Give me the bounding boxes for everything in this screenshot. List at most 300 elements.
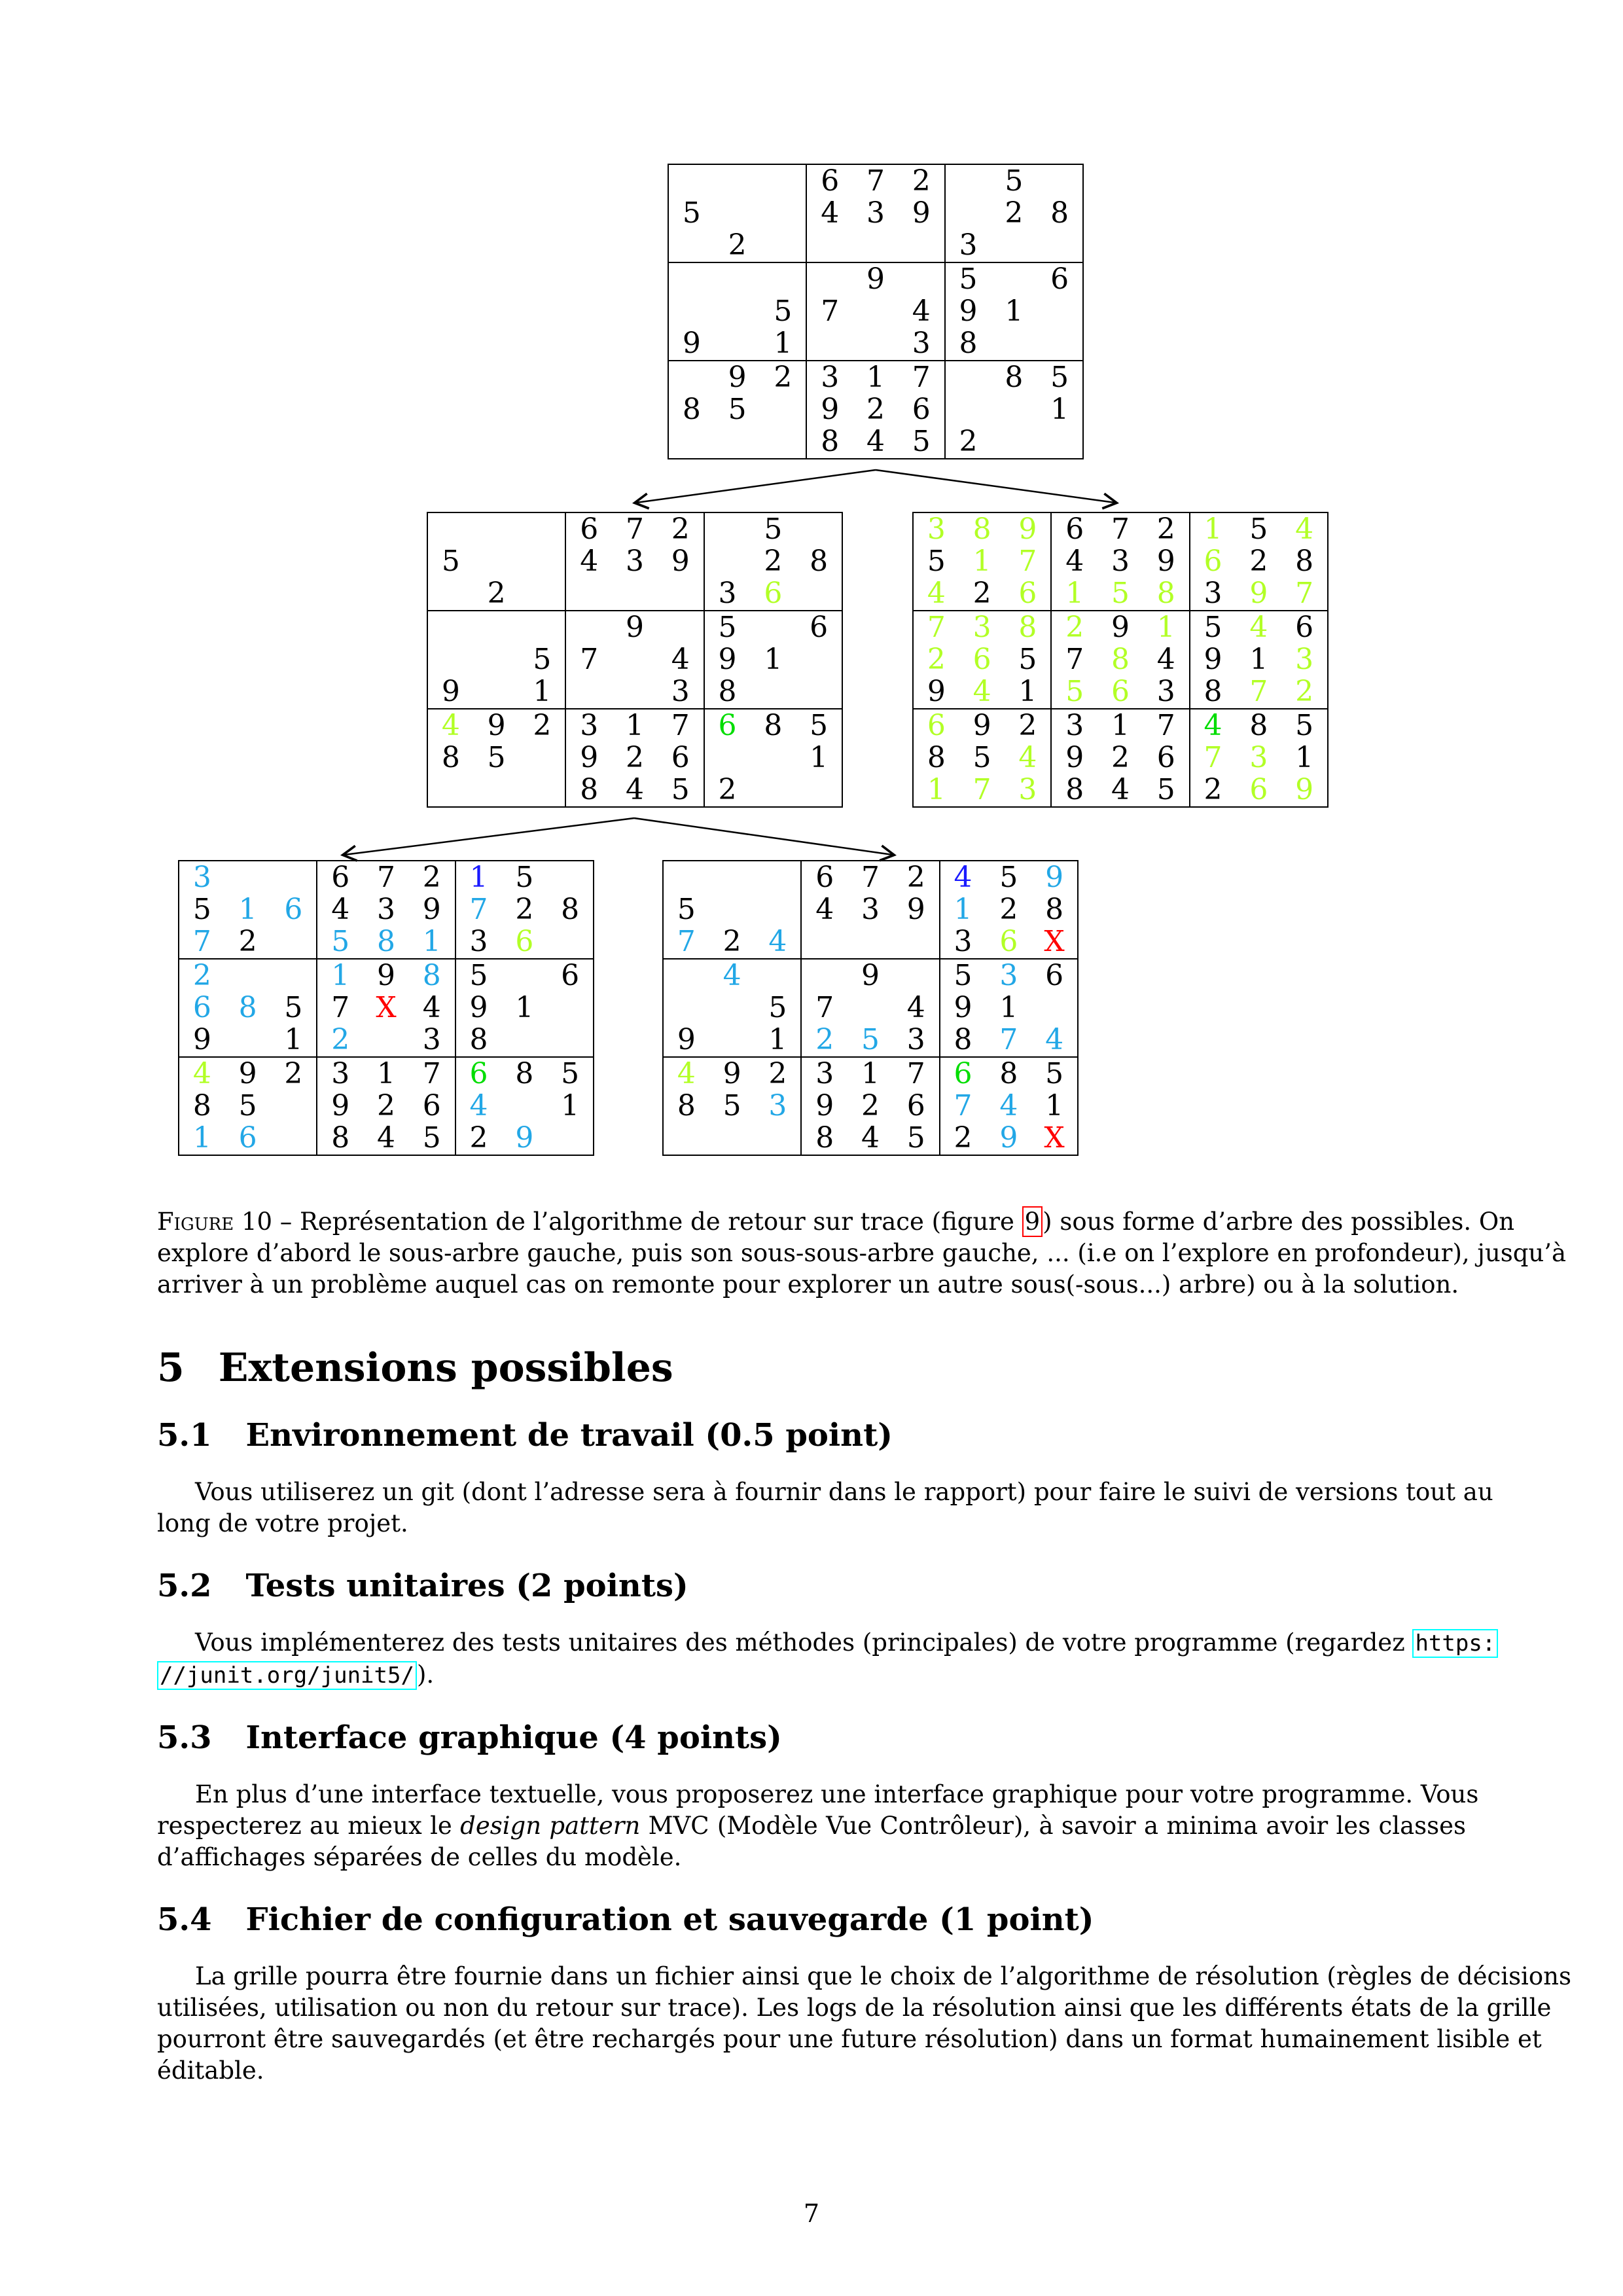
sudoku-cell: 8 <box>561 892 580 926</box>
sudoku-cell: 7 <box>671 708 690 742</box>
sudoku-cell: 2 <box>625 740 644 774</box>
sudoku-cell: 9 <box>1018 512 1037 546</box>
sudoku-cell: 9 <box>238 1056 257 1090</box>
sudoku-cell: 2 <box>422 860 441 894</box>
sudoku-cell: 3 <box>972 610 991 644</box>
sudoku-cell: 6 <box>815 860 834 894</box>
sudoku-cell: 4 <box>954 860 972 894</box>
sudoku-cell: 8 <box>927 740 946 774</box>
sudoku-box <box>940 861 1078 959</box>
sudoku-box <box>945 361 1083 459</box>
sudoku-cell <box>363 1024 409 1056</box>
sudoku-cell: 8 <box>192 1088 211 1122</box>
sudoku-cell <box>705 742 751 774</box>
sudoku-cell: 2 <box>912 164 931 198</box>
sudoku-cell: 5 <box>861 1023 880 1057</box>
sudoku-cell <box>669 426 715 458</box>
sudoku-cell: 6 <box>192 990 211 1024</box>
sudoku-cell <box>474 513 520 545</box>
sudoku-cell: 7 <box>1111 512 1130 546</box>
subsection-number: 5.2 <box>157 1568 212 1604</box>
sudoku-cell <box>225 1024 271 1056</box>
sudoku-cell: 3 <box>1018 773 1037 807</box>
sudoku-cell: 9 <box>625 610 644 644</box>
sudoku-cell: 5 <box>677 892 696 926</box>
sudoku-cell <box>709 861 755 893</box>
sudoku-cell <box>709 992 755 1024</box>
sudoku-cell: 2 <box>764 544 783 578</box>
sudoku-cell: 8 <box>1295 544 1314 578</box>
page-number: 7 <box>803 2199 820 2228</box>
sudoku-cell: 4 <box>1045 1023 1064 1057</box>
paragraph-5-4 <box>157 1961 1571 2087</box>
sudoku-cell: 5 <box>671 773 690 807</box>
sudoku-cell <box>271 960 317 992</box>
paragraph-5-1 <box>157 1477 1493 1539</box>
sudoku-cell: 4 <box>1018 740 1037 774</box>
sudoku-grid-grandchild-right <box>662 860 1079 1156</box>
sudoku-cell: 5 <box>487 740 506 774</box>
junit-url-link[interactable]: //junit.org/junit5/ <box>157 1661 417 1690</box>
sudoku-cell: 1 <box>927 773 946 807</box>
sudoku-cell: 6 <box>1018 577 1037 611</box>
sudoku-cell <box>755 960 801 992</box>
sudoku-cell <box>755 893 801 925</box>
sudoku-box <box>179 1057 317 1155</box>
sudoku-cell: 3 <box>815 1056 834 1090</box>
sudoku-cell: 8 <box>422 958 441 992</box>
sudoku-cell: 8 <box>1065 773 1084 807</box>
sudoku-cell: 2 <box>954 1121 972 1155</box>
sudoku-cell <box>802 926 847 958</box>
sudoku-cell: 6 <box>821 164 840 198</box>
sudoku-box <box>179 959 317 1057</box>
sudoku-cell: 7 <box>1018 544 1037 578</box>
sudoku-cell: 9 <box>972 708 991 742</box>
sudoku-cell <box>664 960 709 992</box>
text-segment: design pattern <box>460 1812 641 1840</box>
sudoku-box <box>317 959 455 1057</box>
sudoku-cell: 2 <box>1295 675 1314 709</box>
sudoku-cell: 5 <box>728 392 747 426</box>
paragraph-5-3 <box>157 1779 1479 1873</box>
sudoku-cell: 1 <box>238 892 257 926</box>
sudoku-cell <box>547 861 593 893</box>
sudoku-cell: 4 <box>1249 610 1268 644</box>
section-number: 5 <box>157 1345 185 1391</box>
sudoku-cell: 5 <box>774 294 793 328</box>
sudoku-cell: 9 <box>718 642 737 676</box>
sudoku-cell: 8 <box>1111 642 1130 676</box>
sudoku-cell: 6 <box>954 1056 972 1090</box>
sudoku-cell: 5 <box>192 892 211 926</box>
sudoku-cell: 1 <box>422 925 441 959</box>
sudoku-cell: 2 <box>866 392 885 426</box>
sudoku-cell: 2 <box>469 1121 488 1155</box>
sudoku-cell: 1 <box>1204 512 1222 546</box>
sudoku-cell: 2 <box>927 642 946 676</box>
sudoku-cell <box>705 513 751 545</box>
sudoku-cell: 5 <box>999 860 1018 894</box>
sudoku-cell: 7 <box>625 512 644 546</box>
sudoku-cell: 6 <box>810 610 829 644</box>
sudoku-cell: 6 <box>912 392 931 426</box>
sudoku-cell <box>807 230 853 262</box>
sudoku-cell: 9 <box>1045 860 1064 894</box>
subsection-number: 5.4 <box>157 1901 212 1938</box>
sudoku-cell: 1 <box>768 1023 787 1057</box>
sudoku-box <box>1051 611 1189 709</box>
section-5-heading <box>157 1347 1466 1389</box>
sudoku-cell: 8 <box>441 740 460 774</box>
sudoku-cell: 1 <box>954 892 972 926</box>
sudoku-box <box>806 262 944 361</box>
sudoku-cell: 5 <box>768 990 787 1024</box>
sudoku-cell <box>807 328 853 360</box>
sudoku-cell <box>428 611 474 643</box>
sudoku-cell: 6 <box>1111 675 1130 709</box>
sudoku-cell: 6 <box>515 925 534 959</box>
sudoku-cell <box>428 774 474 806</box>
sudoku-cell <box>520 578 565 610</box>
sudoku-cell <box>1037 328 1082 360</box>
sudoku-cell: 8 <box>515 1056 534 1090</box>
sudoku-cell: 6 <box>561 958 580 992</box>
sudoku-box <box>913 611 1051 709</box>
sudoku-cell: 2 <box>331 1023 350 1057</box>
sudoku-cell: 5 <box>906 1121 925 1155</box>
sudoku-cell <box>664 1122 709 1155</box>
sudoku-cell: 3 <box>861 892 880 926</box>
sudoku-cell: 3 <box>959 228 978 262</box>
sudoku-cell <box>802 960 847 992</box>
text-line <box>157 2055 1466 2087</box>
sudoku-cell <box>225 960 271 992</box>
figure-9-link[interactable]: 9 <box>1022 1206 1043 1237</box>
arrow-root-to-right-child <box>876 470 1115 503</box>
sudoku-cell: 1 <box>972 544 991 578</box>
sudoku-cell: 6 <box>469 1056 488 1090</box>
sudoku-cell: 1 <box>866 360 885 394</box>
sudoku-cell <box>271 861 317 893</box>
text-segment: pourront être sauvegardés (et être rechargés pour une future résolution) dans un format humainement lisible et <box>157 2025 1542 2053</box>
sudoku-cell: 4 <box>722 958 741 992</box>
sudoku-cell <box>428 643 474 675</box>
sudoku-cell: 8 <box>682 392 701 426</box>
sudoku-cell: 9 <box>1156 544 1175 578</box>
sudoku-cell: 4 <box>441 708 460 742</box>
sudoku-cell: 3 <box>718 577 737 611</box>
sudoku-cell: 6 <box>671 740 690 774</box>
sudoku-cell: 1 <box>533 675 552 709</box>
section-title: Extensions possibles <box>218 1345 673 1391</box>
sudoku-cell: 9 <box>912 196 931 230</box>
subsection-5-4-heading <box>157 1902 1466 1937</box>
sudoku-cell: 4 <box>821 196 840 230</box>
sudoku-cell: 3 <box>1249 740 1268 774</box>
sudoku-cell <box>658 578 704 610</box>
sudoku-cell: 5 <box>959 262 978 296</box>
sudoku-cell: 6 <box>1249 773 1268 807</box>
sudoku-cell: 8 <box>1204 675 1222 709</box>
sudoku-box <box>179 861 317 959</box>
sudoku-cell <box>750 742 796 774</box>
sudoku-cell: 6 <box>284 892 303 926</box>
sudoku-cell <box>612 643 658 675</box>
sudoku-cell: 3 <box>671 675 690 709</box>
sudoku-cell: 5 <box>331 925 350 959</box>
sudoku-cell <box>899 263 944 295</box>
sudoku-cell: 9 <box>422 892 441 926</box>
sudoku-cell: 5 <box>1111 577 1130 611</box>
text-line <box>157 1659 1466 1691</box>
sudoku-cell: 3 <box>912 327 931 361</box>
sudoku-cell: 5 <box>1204 610 1222 644</box>
sudoku-grid-left-child <box>427 512 843 808</box>
sudoku-cell: 2 <box>376 1088 395 1122</box>
sudoku-cell: 3 <box>954 925 972 959</box>
sudoku-cell <box>709 1024 755 1056</box>
sudoku-cell: 7 <box>927 610 946 644</box>
sudoku-cell: 5 <box>469 958 488 992</box>
sudoku-grid-root <box>668 164 1084 459</box>
sudoku-cell: 6 <box>906 1088 925 1122</box>
subsection-number: 5.1 <box>157 1417 212 1454</box>
sudoku-cell: 3 <box>906 1023 925 1057</box>
sudoku-cell: 8 <box>954 1023 972 1057</box>
sudoku-cell <box>946 361 991 393</box>
sudoku-cell <box>760 393 806 425</box>
sudoku-cell: 3 <box>768 1088 787 1122</box>
sudoku-cell: 9 <box>580 740 599 774</box>
subsection-number: 5.3 <box>157 1719 212 1756</box>
sudoku-cell: 4 <box>580 544 599 578</box>
sudoku-cell: 9 <box>441 675 460 709</box>
sudoku-box <box>704 611 842 709</box>
text-line <box>157 1206 1515 1238</box>
sudoku-cell: 6 <box>1065 512 1084 546</box>
text-segment: explore d’abord le sous-arbre gauche, puis son sous-sous-arbre gauche, ... (i.e on l’explore en profondeur), jusqu’à <box>157 1239 1567 1267</box>
sudoku-cell: 3 <box>1295 642 1314 676</box>
sudoku-cell <box>796 774 842 806</box>
sudoku-cell: 1 <box>764 642 783 676</box>
sudoku-cell <box>760 263 806 295</box>
sudoku-cell: 8 <box>810 544 829 578</box>
sudoku-box <box>913 512 1051 611</box>
sudoku-cell: 2 <box>768 1056 787 1090</box>
sudoku-cell: 9 <box>927 675 946 709</box>
sudoku-cell: 4 <box>927 577 946 611</box>
text-line <box>157 1477 1493 1508</box>
sudoku-cell: 5 <box>954 958 972 992</box>
text-line <box>157 1627 1496 1659</box>
sudoku-cell <box>755 1122 801 1155</box>
sudoku-cell: 7 <box>821 294 840 328</box>
sudoku-cell: 9 <box>999 1121 1018 1155</box>
text-segment: Figure <box>157 1208 234 1236</box>
sudoku-cell: 6 <box>1295 610 1314 644</box>
sudoku-box <box>913 709 1051 807</box>
sudoku-cell: 2 <box>1249 544 1268 578</box>
sudoku-cell: 9 <box>376 958 395 992</box>
sudoku-cell: 6 <box>764 577 783 611</box>
text-line <box>157 1961 1571 1992</box>
text-column <box>157 1206 1571 2087</box>
sudoku-cell <box>946 197 991 229</box>
sudoku-cell: 2 <box>1065 610 1084 644</box>
text-segment: La grille pourra être fournie dans un fichier ainsi que le choix de l’algorithme de résolution (règles de décisions <box>195 1962 1571 1990</box>
sudoku-cell: 4 <box>422 990 441 1024</box>
sudoku-cell <box>946 165 991 197</box>
sudoku-cell: 7 <box>1295 577 1314 611</box>
sudoku-cell <box>1037 426 1082 458</box>
sudoku-cell: 8 <box>1156 577 1175 611</box>
sudoku-cell <box>760 197 806 229</box>
sudoku-cell: 1 <box>1005 294 1024 328</box>
text-line <box>157 1238 1567 1269</box>
sudoku-cell: 9 <box>1065 740 1084 774</box>
sudoku-box <box>427 611 565 709</box>
sudoku-cell: 9 <box>1249 577 1268 611</box>
sudoku-cell: 6 <box>1050 262 1069 296</box>
sudoku-box <box>806 361 944 459</box>
sudoku-cell: 1 <box>1050 392 1069 426</box>
sudoku-box <box>1051 512 1189 611</box>
sudoku-cell: 8 <box>677 1088 696 1122</box>
sudoku-cell: 3 <box>1204 577 1222 611</box>
sudoku-cell: 1 <box>192 1121 211 1155</box>
sudoku-cell: 7 <box>580 642 599 676</box>
sudoku-cell: 4 <box>1065 544 1084 578</box>
sudoku-cell: 4 <box>912 294 931 328</box>
sudoku-cell: 9 <box>1295 773 1314 807</box>
sudoku-cell: 1 <box>469 860 488 894</box>
sudoku-cell <box>669 165 715 197</box>
sudoku-cell <box>664 861 709 893</box>
subsection-5-3-heading <box>157 1720 1466 1755</box>
sudoku-box <box>945 262 1083 361</box>
sudoku-cell: 5 <box>764 512 783 546</box>
sudoku-cell <box>1037 295 1082 327</box>
sudoku-cell: 2 <box>861 1088 880 1122</box>
sudoku-cell: 1 <box>1295 740 1314 774</box>
sudoku-cell: 4 <box>376 1121 395 1155</box>
sudoku-cell: 8 <box>238 990 257 1024</box>
sudoku-cell: 8 <box>815 1121 834 1155</box>
sudoku-cell: 2 <box>238 925 257 959</box>
paragraph-5-2 <box>157 1627 1496 1691</box>
sudoku-cell: 2 <box>728 228 747 262</box>
sudoku-cell <box>755 861 801 893</box>
sudoku-cell: 2 <box>533 708 552 742</box>
sudoku-cell: 8 <box>376 925 395 959</box>
sudoku-cell: 5 <box>927 544 946 578</box>
sudoku-cell: 5 <box>912 425 931 459</box>
sudoku-cell <box>612 578 658 610</box>
sudoku-cell: 6 <box>1156 740 1175 774</box>
sudoku-cell: 8 <box>580 773 599 807</box>
sudoku-cell: 2 <box>487 577 506 611</box>
sudoku-cell <box>547 926 593 958</box>
sudoku-cell <box>847 926 893 958</box>
sudoku-cell: 7 <box>999 1023 1018 1057</box>
arrow-left-child-to-grandchild-left <box>344 818 634 855</box>
sudoku-cell: 1 <box>1018 675 1037 709</box>
sudoku-cell <box>612 676 658 708</box>
sudoku-cell: 5 <box>284 990 303 1024</box>
sudoku-cell <box>501 960 547 992</box>
sudoku-box <box>565 512 704 611</box>
text-line <box>157 1269 1466 1300</box>
sudoku-cell <box>991 426 1037 458</box>
sudoku-cell: 3 <box>999 958 1018 992</box>
sudoku-cell <box>715 426 760 458</box>
sudoku-cell <box>750 676 796 708</box>
sudoku-cell: 1 <box>561 1088 580 1122</box>
sudoku-box <box>1051 709 1189 807</box>
sudoku-cell <box>1037 165 1082 197</box>
junit-url-link[interactable]: https: <box>1412 1629 1498 1658</box>
sudoku-cell: 5 <box>972 740 991 774</box>
sudoku-cell: 9 <box>722 1056 741 1090</box>
sudoku-cell: 7 <box>192 925 211 959</box>
text-line <box>157 2024 1542 2055</box>
sudoku-cell: 3 <box>192 860 211 894</box>
sudoku-cell: 9 <box>821 392 840 426</box>
sudoku-cell <box>709 893 755 925</box>
sudoku-cell <box>709 1122 755 1155</box>
sudoku-cell: 3 <box>1156 675 1175 709</box>
sudoku-cell: 4 <box>1111 773 1130 807</box>
sudoku-cell: 3 <box>331 1056 350 1090</box>
sudoku-box <box>801 1057 939 1155</box>
sudoku-cell <box>796 643 842 675</box>
sudoku-cell: 4 <box>625 773 644 807</box>
sudoku-cell: 8 <box>469 1023 488 1057</box>
sudoku-cell <box>428 578 474 610</box>
sudoku-cell: 5 <box>1249 512 1268 546</box>
sudoku-cell <box>796 676 842 708</box>
sudoku-cell: 5 <box>238 1088 257 1122</box>
subsection-title: Fichier de configuration et sauvegarde (1 point) <box>245 1901 1094 1938</box>
sudoku-cell: 5 <box>682 196 701 230</box>
sudoku-cell: 2 <box>722 925 741 959</box>
sudoku-box <box>455 959 594 1057</box>
sudoku-cell <box>474 643 520 675</box>
sudoku-cell <box>474 545 520 577</box>
sudoku-box <box>663 959 801 1057</box>
sudoku-cell <box>520 742 565 774</box>
sudoku-box <box>427 512 565 611</box>
sudoku-cell: 5 <box>1005 164 1024 198</box>
sudoku-box <box>668 164 806 262</box>
sudoku-cell <box>715 328 760 360</box>
sudoku-cell: 4 <box>815 892 834 926</box>
sudoku-box <box>455 1057 594 1155</box>
sudoku-cell: 3 <box>580 708 599 742</box>
sudoku-cell: 4 <box>866 425 885 459</box>
sudoku-cell: 2 <box>774 360 793 394</box>
sudoku-cell: 7 <box>912 360 931 394</box>
text-segment: ) sous forme d’arbre des possibles. On <box>1043 1208 1515 1236</box>
sudoku-cell <box>705 545 751 577</box>
sudoku-box <box>1190 512 1328 611</box>
text-line <box>157 1992 1552 2024</box>
sudoku-cell: 2 <box>972 577 991 611</box>
sudoku-cell <box>501 1090 547 1122</box>
sudoku-cell: 4 <box>972 675 991 709</box>
sudoku-cell: 4 <box>671 642 690 676</box>
